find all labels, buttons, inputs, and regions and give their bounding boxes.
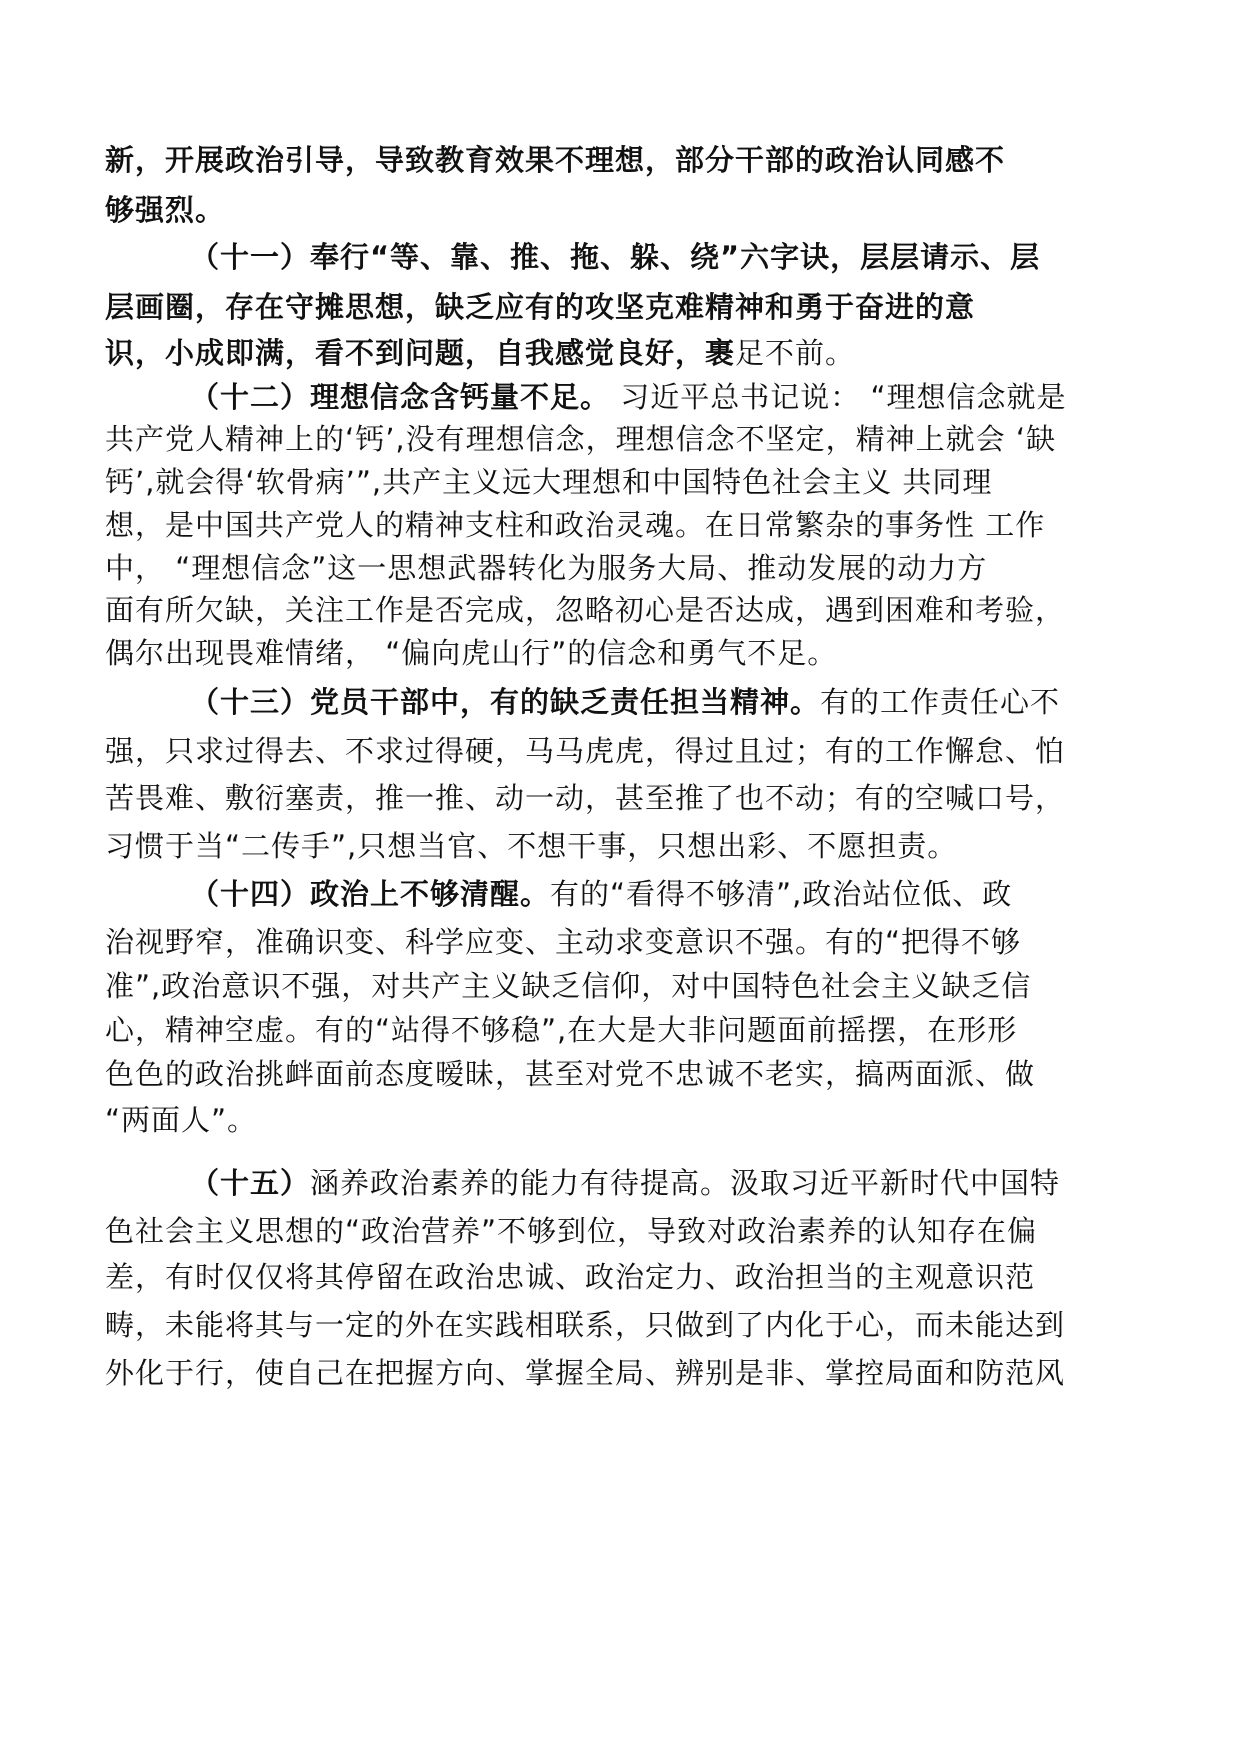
text-segment: 够强烈。 <box>105 193 226 227</box>
text-line <box>105 826 957 866</box>
text-line <box>105 966 1031 1006</box>
paragraph-13-heading <box>190 682 1060 722</box>
text-line <box>105 548 987 588</box>
text-line <box>105 590 1065 630</box>
text-line <box>105 419 1056 459</box>
text-line <box>105 1054 1035 1094</box>
text-segment: 钙’,就会得‘软骨病’”,共产主义远大理想和中国特色社会主义 共同理 <box>105 465 993 499</box>
text-segment: （十四）政治上不够清醒。 <box>190 877 551 911</box>
text-line <box>105 922 1021 962</box>
text-segment: 有的“看得不够清”,政治站位低、政 <box>550 877 1013 911</box>
text-segment: 色色的政治挑衅面前态度暧昧，甚至对党不忠诚不老实，搞两面派、做 <box>105 1057 1036 1091</box>
text-line <box>105 1257 1035 1297</box>
text-line <box>105 778 1065 818</box>
text-segment: 涵养政治素养的能力有待提高。汲取习近平新时代中国特 <box>310 1166 1061 1200</box>
text-line <box>105 190 225 230</box>
text-line <box>105 462 992 502</box>
text-segment: 新，开展政治引导，导致教育效果不理想，部分干部的政治认同感不 <box>105 143 1006 177</box>
text-segment: 色社会主义思想的“政治营养”不够到位，导致对政治素养的认知存在偏 <box>105 1214 1038 1248</box>
paragraph-15-heading <box>190 1163 1060 1203</box>
text-segment: 偶尔出现畏难情绪， “偏向虎山行”的信念和勇气不足。 <box>105 636 838 670</box>
text-segment: 外化于行，使自己在把握方向、掌握全局、辨别是非、掌控局面和防范风 <box>105 1356 1066 1390</box>
text-segment: 面有所欠缺，关注工作是否完成，忽略初心是否达成，遇到困难和考验， <box>105 593 1066 627</box>
text-line <box>105 1305 1065 1345</box>
text-segment: 畴，未能将其与一定的外在实践相联系，只做到了内化于心，而未能达到 <box>105 1308 1066 1342</box>
text-segment: 中， “理想信念”这一思想武器转化为服务大局、推动发展的动力方 <box>105 551 988 585</box>
text-line <box>105 633 837 673</box>
text-segment: （十三）党员干部中，有的缺乏责任担当精神。 <box>190 685 821 719</box>
paragraph-12-heading <box>190 377 1066 417</box>
text-segment: 差，有时仅仅将其停留在政治忠诚、政治定力、政治担当的主观意识范 <box>105 1260 1036 1294</box>
text-segment: 想，是中国共产党人的精神支柱和政治灵魂。在日常繁杂的事务性 工作 <box>105 508 1046 542</box>
text-segment: 习近平总书记说： “理想信念就是 <box>610 380 1067 414</box>
text-segment: 习惯于当“二传手”,只想当官、不想干事，只想出彩、不愿担责。 <box>105 829 958 863</box>
text-segment: （十一）奉行“等、靠、推、拖、躲、绕”六字诀，层层请示、层 <box>190 240 1041 274</box>
text-line <box>105 505 1045 545</box>
text-segment: “两面人”。 <box>105 1103 258 1137</box>
text-segment: （十二）理想信念含钙量不足。 <box>190 380 611 414</box>
text-line <box>105 1353 1065 1393</box>
text-segment: 足不前。 <box>735 336 856 370</box>
text-line <box>105 287 975 327</box>
text-segment: 层画圈，存在守摊思想，缺乏应有的攻坚克难精神和勇于奋进的意 <box>105 290 976 324</box>
text-line <box>105 1100 257 1140</box>
text-line <box>105 731 1065 771</box>
text-segment: 心，精神空虚。有的“站得不够稳”,在大是大非问题面前摇摆，在形形 <box>105 1013 1018 1047</box>
paragraph-14-heading <box>190 874 1012 914</box>
text-line <box>105 1211 1037 1251</box>
text-line <box>105 1010 1017 1050</box>
text-segment: 共产党人精神上的‘钙’,没有理想信念，理想信念不坚定，精神上就会 ‘缺 <box>105 422 1057 456</box>
text-segment: （十五） <box>190 1166 311 1200</box>
text-segment: 准”,政治意识不强，对共产主义缺乏信仰，对中国特色社会主义缺乏信 <box>105 969 1032 1003</box>
text-line <box>105 140 1005 180</box>
text-segment: 识，小成即满，看不到问题，自我感觉良好，裹 <box>105 336 736 370</box>
text-line <box>105 333 855 373</box>
text-segment: 苦畏难、敷衍塞责，推一推、动一动，甚至推了也不动；有的空喊口号， <box>105 781 1066 815</box>
text-segment: 强，只求过得去、不求过得硬，马马虎虎，得过且过；有的工作懈怠、怕 <box>105 734 1066 768</box>
text-segment: 治视野窄，准确识变、科学应变、主动求变意识不强。有的“把得不够 <box>105 925 1022 959</box>
text-segment: 有的工作责任心不 <box>820 685 1061 719</box>
paragraph-11-heading <box>190 237 1040 277</box>
